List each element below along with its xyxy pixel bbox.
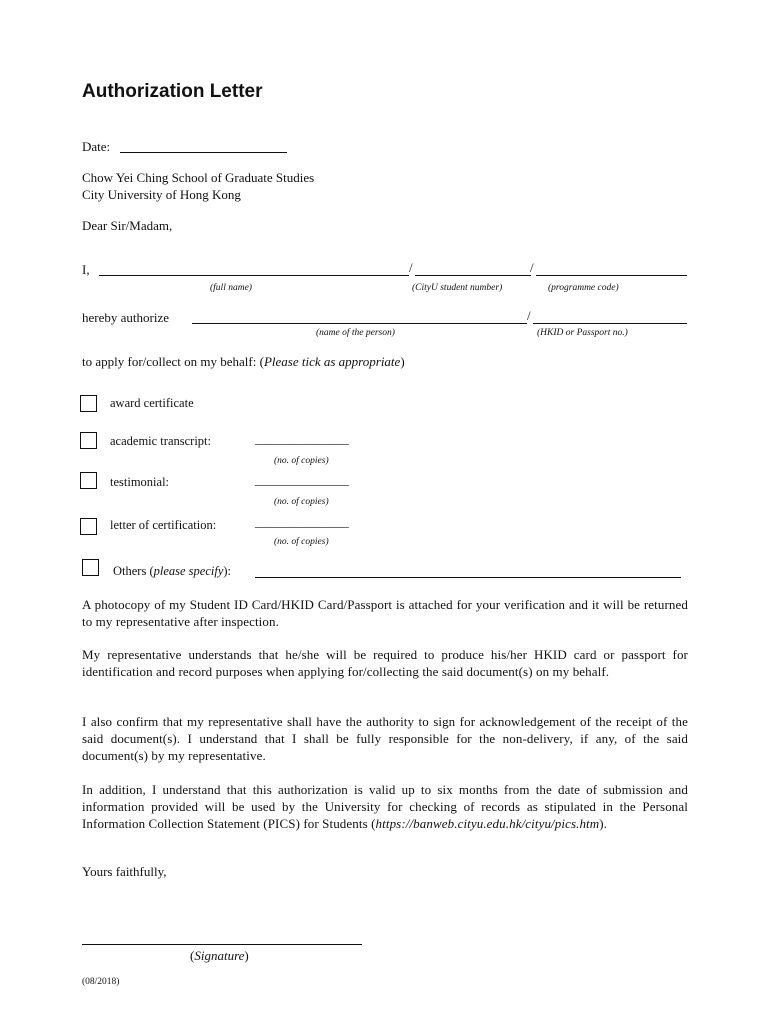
- option-label: letter of certification:: [110, 518, 217, 532]
- paragraph-confirmation: I also confirm that my representative shall have the authority to sign for acknowledgement of the receipt of the said document(s). I understand that I shall be fully responsible for the non-delivery, if any, of the said document(s) by my representative.: [82, 714, 688, 763]
- copies-field[interactable]: _______________: [255, 432, 349, 446]
- caption-id: (HKID or Passport no.): [537, 328, 628, 338]
- paragraph-photocopy: A photocopy of my Student ID Card/HKID Card/Passport is attached for your verification and it will be returned to my representative after inspection.: [82, 597, 688, 629]
- address-line-2: City University of Hong Kong: [82, 187, 241, 202]
- option-label: award certificate: [110, 396, 194, 410]
- paragraph-representative: My representative understands that he/she will be required to produce his/her HKID card or passport for identification and record purposes when applying for/collecting the said document(s) on my behalf.: [82, 647, 688, 679]
- signature-field[interactable]: [82, 944, 362, 945]
- document-title: Authorization Letter: [82, 81, 263, 102]
- closing: Yours faithfully,: [82, 864, 167, 879]
- option-label: testimonial:: [110, 475, 170, 489]
- representative-name-field[interactable]: [192, 323, 527, 324]
- option-label: academic transcript:: [110, 434, 211, 448]
- caption-copies: (no. of copies): [274, 497, 329, 507]
- caption-person-name: (name of the person): [316, 328, 395, 338]
- separator-slash: /: [527, 308, 531, 323]
- representative-id-field[interactable]: [533, 323, 687, 324]
- address-line-1: Chow Yei Ching School of Graduate Studies: [82, 170, 315, 185]
- copies-field[interactable]: _______________: [255, 473, 349, 487]
- others-specify-field[interactable]: [255, 577, 681, 578]
- student-number-field[interactable]: [415, 275, 531, 276]
- apply-instruction: to apply for/collect on my behalf: (Please tick as appropriate): [82, 354, 405, 369]
- paragraph-validity: In addition, I understand that this authorization is valid up to six months from the date of submission and information provided will be used by the University for checking of records as stipulated in the Personal Information Collection Statement (PICS) for Students (https://banweb.cityu.edu.hk/cityu/pics.htm).: [82, 782, 688, 831]
- form-version: (08/2018): [82, 977, 120, 987]
- caption-copies: (no. of copies): [274, 537, 329, 547]
- caption-copies: (no. of copies): [274, 456, 329, 466]
- caption-full-name: (full name): [210, 283, 252, 293]
- full-name-field[interactable]: [99, 275, 409, 276]
- checkbox-academic-transcript[interactable]: [80, 432, 97, 449]
- date-label: Date:: [82, 139, 111, 154]
- authorize-label: hereby authorize: [82, 310, 169, 325]
- separator-slash: /: [530, 260, 534, 275]
- checkbox-letter-of-certification[interactable]: [80, 518, 97, 535]
- copies-field[interactable]: _______________: [255, 515, 349, 529]
- checkbox-others[interactable]: [82, 559, 99, 576]
- caption-programme-code: (programme code): [548, 283, 619, 293]
- signature-caption: (Signature): [190, 948, 249, 963]
- caption-student-number: (CityU student number): [412, 283, 503, 293]
- checkbox-testimonial[interactable]: [80, 472, 97, 489]
- date-field[interactable]: [120, 152, 287, 153]
- salutation: Dear Sir/Madam,: [82, 218, 173, 233]
- separator-slash: /: [409, 260, 413, 275]
- applicant-prefix: I,: [82, 262, 90, 277]
- programme-code-field[interactable]: [536, 275, 687, 276]
- checkbox-award-certificate[interactable]: [80, 395, 97, 412]
- others-label: Others (please specify):: [113, 564, 232, 578]
